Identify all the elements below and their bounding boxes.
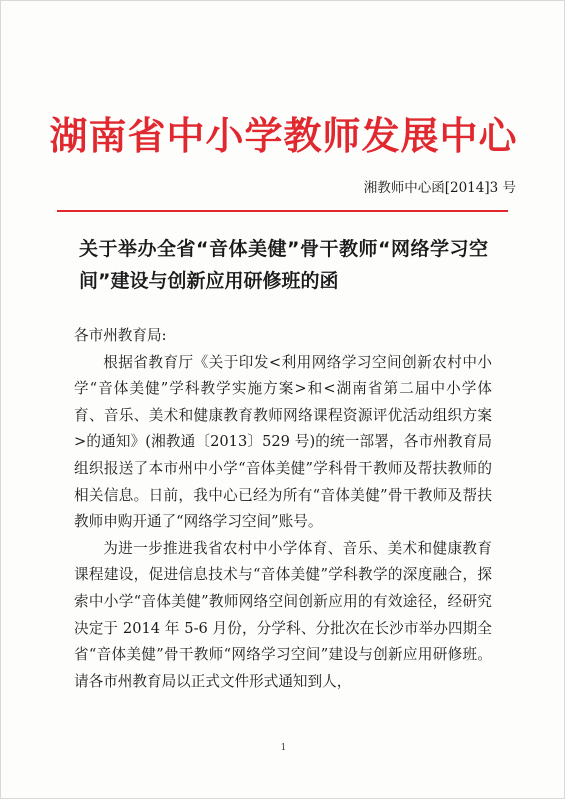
- document-body: [74, 323, 492, 695]
- letterhead-title: 湖南省中小学教师发展中心: [49, 114, 518, 158]
- red-divider-line: [57, 210, 508, 212]
- page-number: 1: [280, 743, 287, 753]
- document-subject: 关于举办全省“音体美健”骨干教师“网络学习空间”建设与创新应用研修班的函: [79, 238, 488, 292]
- salutation: 各市州教育局:: [74, 327, 167, 344]
- body-paragraph-1: 根据省教育厅《关于印发<利用网络学习空间创新农村中小学“音体美健”学科教学实施方案>和<湖南省第二届中小学体育、音乐、美术和健康教育教师网络课程资源评优活动组织方案>的通知》(湘教通〔2013〕529 号)的统一部署，各市州教育局组织报送了本市州中小学“音体美健”学科骨干教师及帮扶教师的相关信息。日前，我中心已经为所有“音体美健”骨干教师及帮扶教师申购开通了“网络学习空间”账号。: [74, 353, 492, 531]
- body-paragraph-2: 为进一步推进我省农村中小学体育、音乐、美术和健康教育课程建设，促进信息技术与“音体美健”学科教学的深度融合，探索中小学“音体美健”教师网络空间创新应用的有效途径，经研究决定于 2014 年 5-6 月份，分学科、分批次在长沙市举办四期全省“音体美健”骨干教师“网络学习空间”建设与创新应用研修班。请各市州教育局以正式文件形式通知到人，: [74, 539, 492, 690]
- document-number: 湘教师中心函[2014]3 号: [363, 180, 516, 196]
